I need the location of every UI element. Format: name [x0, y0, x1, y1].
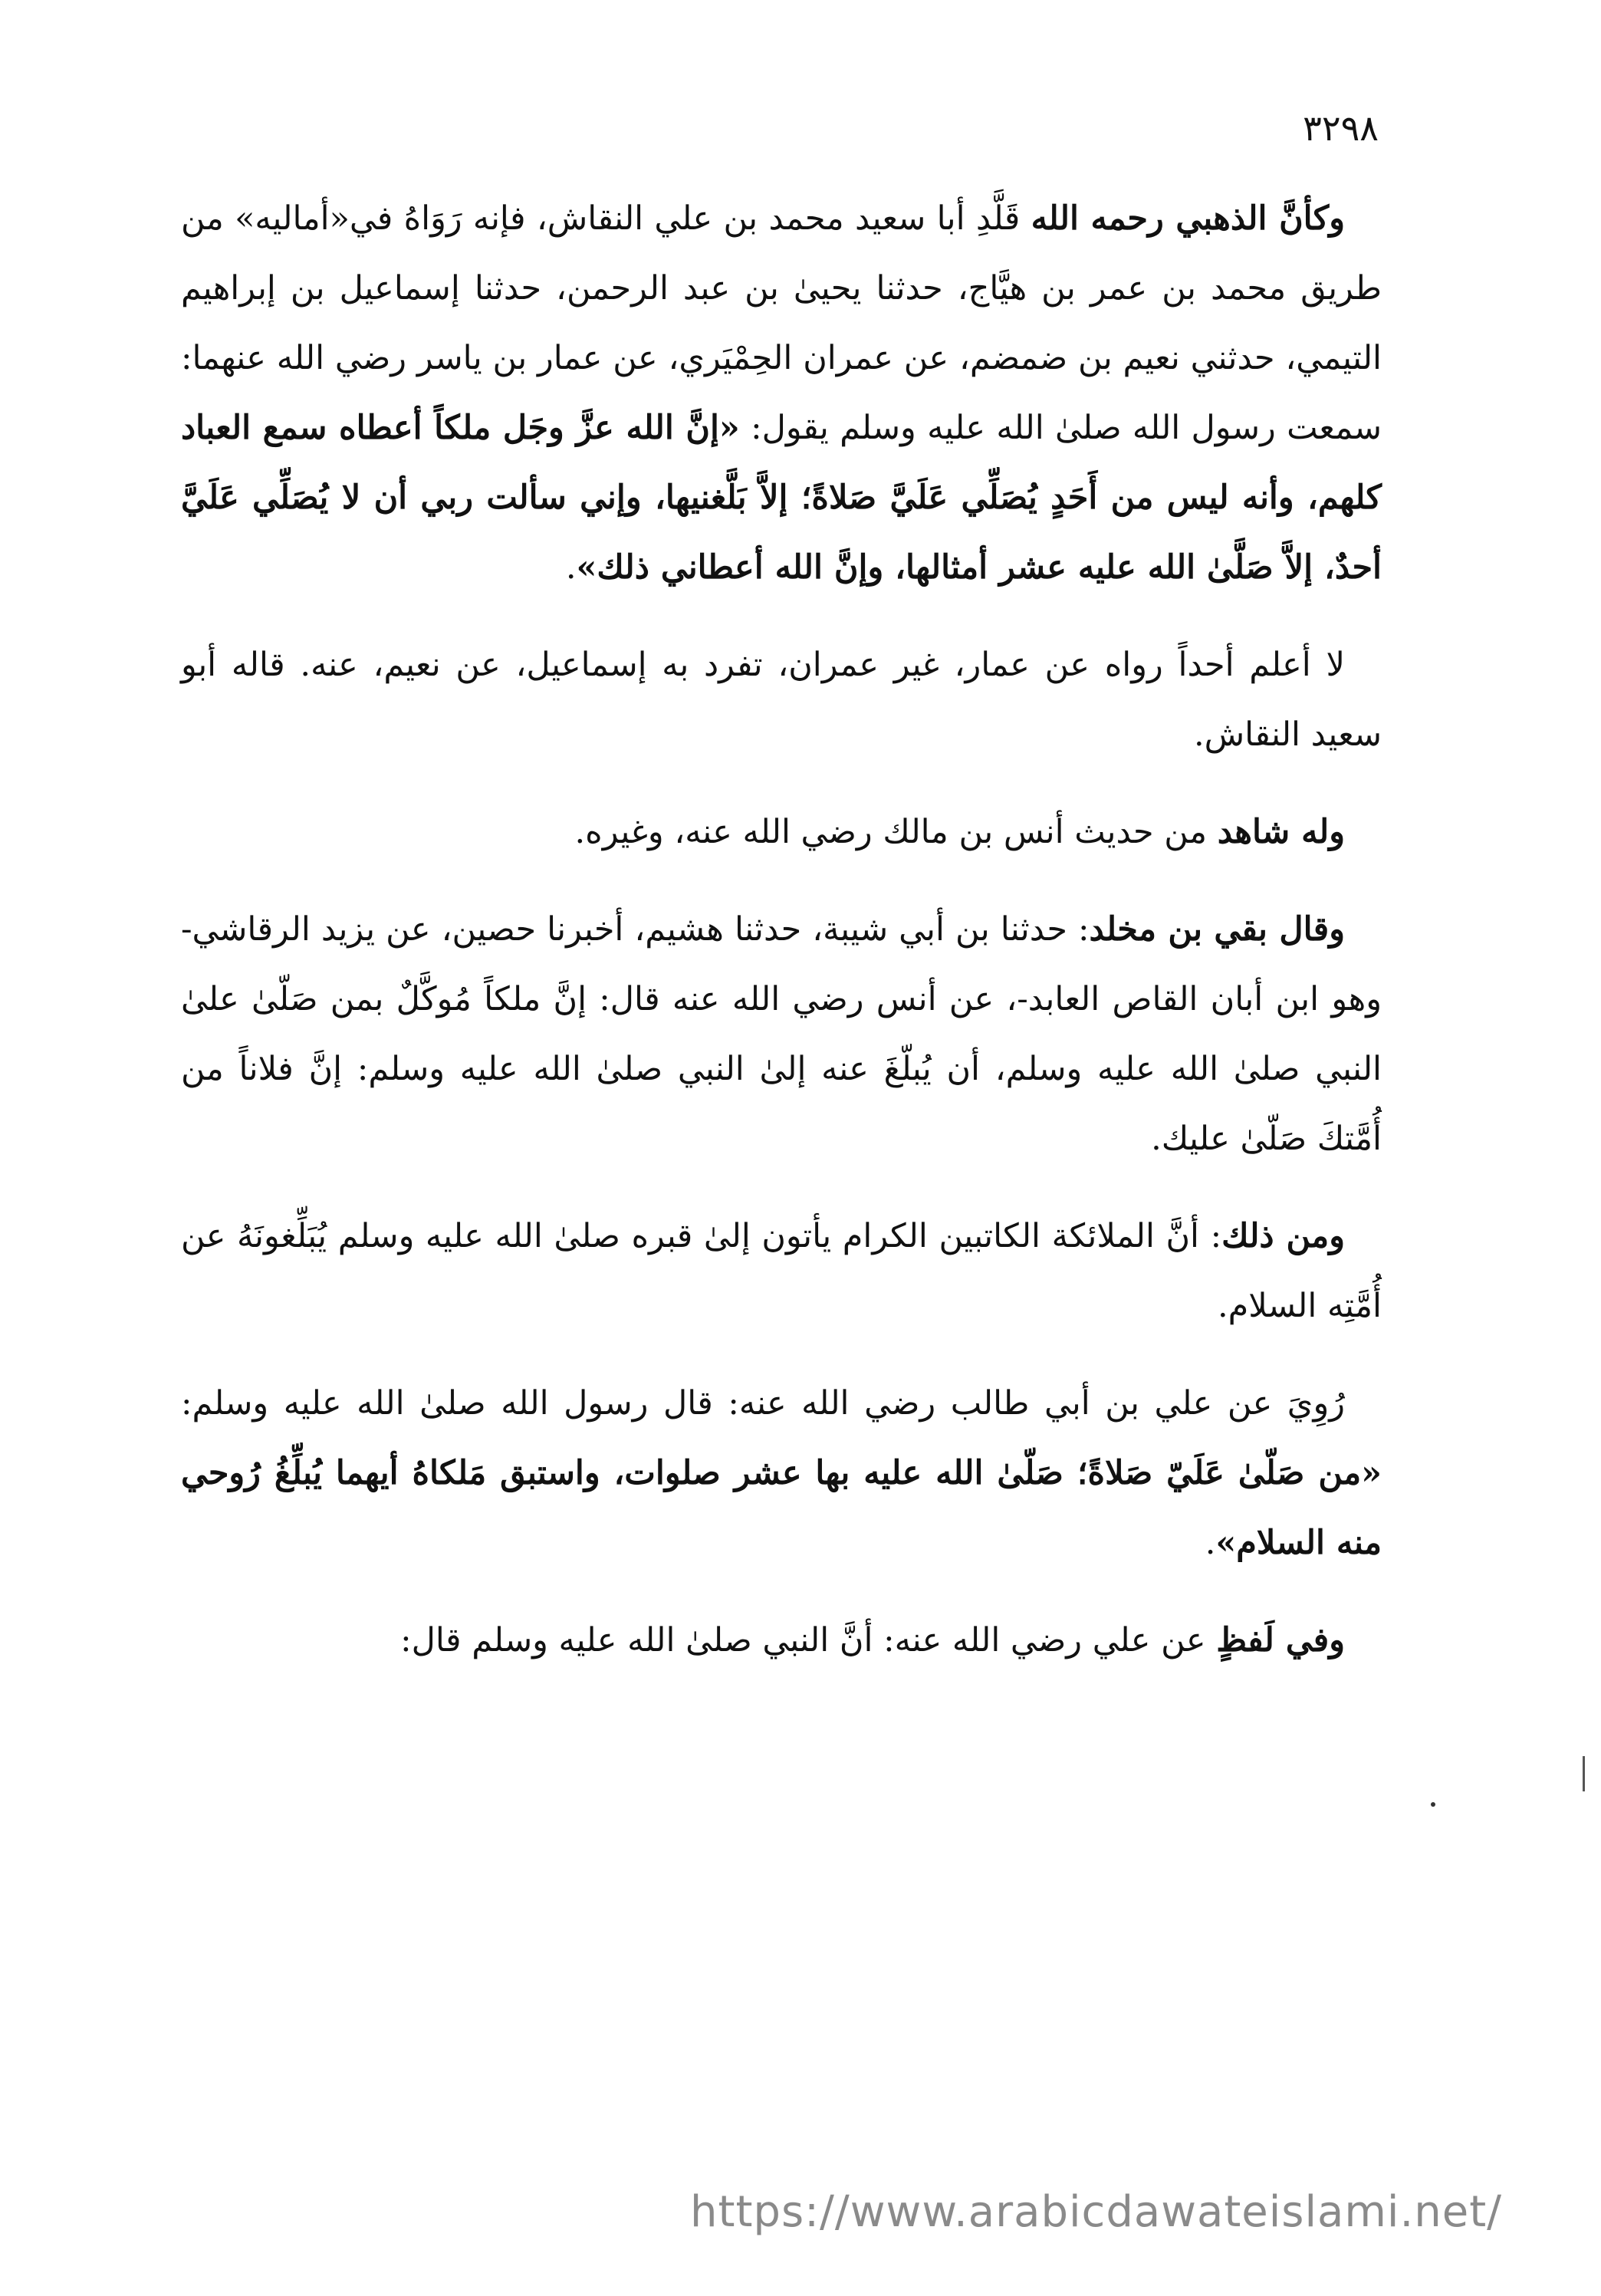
paragraph-text: : أنَّ الملائكة الكاتبين الكرام يأتون إلىٰ قبره صلىٰ الله عليه وسلم يُبَلِّغونَهُ عن أُمَّتِه السلام.: [181, 1217, 1382, 1325]
paragraph-1: [181, 184, 1382, 603]
scan-mark-dot: [1431, 1802, 1435, 1807]
paragraph-2: [181, 630, 1382, 770]
hadith-quote: «إنَّ الله عزَّ وجَل ملكاً أعطاه سمع العباد كلهم، وأنه ليس من أَحَدٍ يُصَلِّي عَلَيَّ صَلاةً؛ إلاَّ بَلَّغنيها، وإني سألت ربي أن لا يُصَلِّي عَلَيَّ أحدٌ، إلاَّ صَلَّىٰ الله عليه عشر أمثالها، وإنَّ الله أعطاني ذلك»: [181, 409, 1382, 587]
paragraph-end: .: [1205, 1524, 1216, 1562]
paragraph-3: [181, 798, 1382, 867]
paragraph-lead: ومن ذلك: [1221, 1217, 1345, 1255]
paragraph-text: قَلَّدِ أبا سعيد محمد بن علي النقاش، فإنه رَوَاهُ في«أماليه» من طريق محمد بن عمر بن هيَّاج، حدثنا يحيىٰ بن عبد الرحمن، حدثنا إسماعيل بن إبراهيم التيمي، حدثني نعيم بن ضمضم، عن عمران الحِمْيَري، عن عمار بن ياسر رضي الله عنهما: سمعت رسول الله صلىٰ الله عليه وسلم يقول:: [181, 199, 1382, 447]
paragraph-text: رُوِيَ عن علي بن أبي طالب رضي الله عنه: قال رسول الله صلىٰ الله عليه وسلم:: [181, 1384, 1345, 1423]
scan-mark-line: [1583, 1756, 1585, 1791]
paragraph-lead: وفي لَفظٍ: [1216, 1621, 1345, 1660]
paragraph-text: عن علي رضي الله عنه: أنَّ النبي صلىٰ الله عليه وسلم قال:: [400, 1621, 1217, 1660]
paragraph-text: لا أعلم أحداً رواه عن عمار، غير عمران، تفرد به إسماعيل، عن نعيم، عنه. قاله أبو سعيد النقاش.: [181, 646, 1382, 754]
paragraph-5: [181, 1202, 1382, 1341]
hadith-quote: «من صَلّىٰ عَلَيّ صَلاةً؛ صَلّىٰ الله عليه بها عشر صلوات، واستبق مَلكاهُ أيهما يُبلِّغُ رُوحي منه السلام»: [181, 1454, 1382, 1562]
paragraph-text: من حديث أنس بن مالك رضي الله عنه، وغيره.: [574, 813, 1218, 851]
paragraph-7: [181, 1606, 1382, 1676]
paragraph-lead: وكأنَّ الذهبي رحمه الله: [1031, 199, 1345, 238]
paragraph-6: [181, 1369, 1382, 1578]
page-number: ٣٢٩٨: [1303, 107, 1379, 149]
paragraph-4: [181, 895, 1382, 1174]
footer-url: https://www.arabicdawateislami.net/: [690, 2187, 1503, 2237]
paragraph-text: : حدثنا بن أبي شيبة، حدثنا هشيم، أخبرنا حصين، عن يزيد الرقاشي- وهو ابن أبان القاص العابد-، عن أنس رضي الله عنه قال: إنَّ ملكاً مُوكَّلٌ بمن صَلّىٰ علىٰ النبي صلىٰ الله عليه وسلم، أن يُبلّغَ عنه إلىٰ النبي صلىٰ الله عليه وسلم: إنَّ فلاناً من أُمَّتكَ صَلّىٰ عليك.: [181, 910, 1382, 1158]
paragraph-lead: وقال بقي بن مخلد: [1089, 910, 1345, 949]
paragraph-lead: وله شاهد: [1217, 813, 1345, 851]
paragraph-end: .: [565, 548, 577, 587]
page-body: [181, 184, 1382, 1676]
